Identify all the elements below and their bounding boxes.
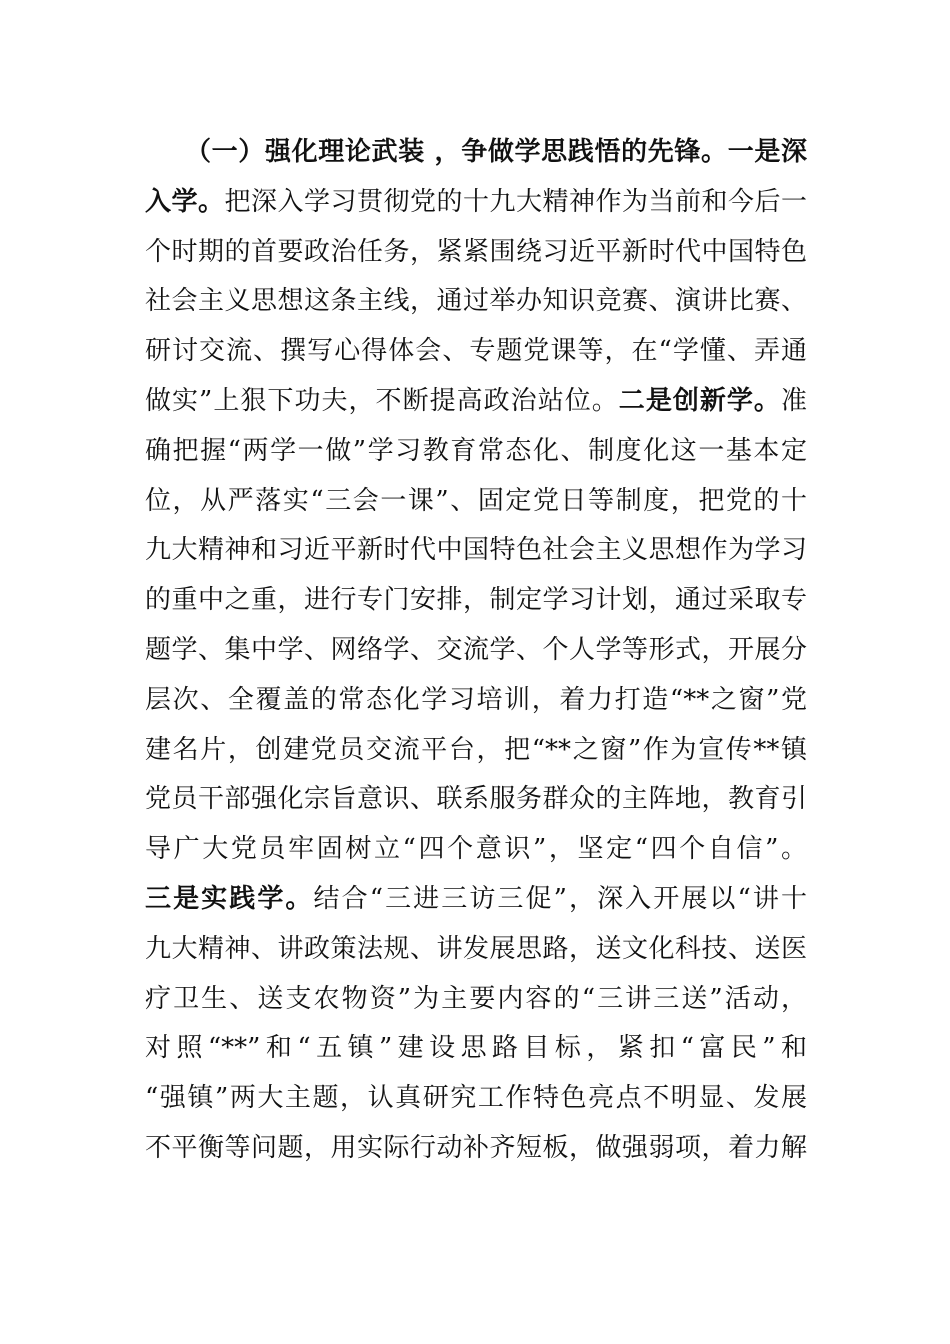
- body-text: 九大精神、讲政策法规、讲发展思路，送文化科技、送医: [145, 933, 807, 964]
- body-text: 党员干部强化宗旨意识、联系服务群众的主阵地，教育引: [145, 784, 807, 815]
- body-text: “强镇”两大主题，认真研究工作特色亮点不明显、发展: [145, 1083, 807, 1114]
- text-line: [145, 277, 807, 327]
- body-text: 确把握“两学一做”学习教育常态化、制度化这一基本定: [145, 435, 807, 466]
- text-line: [145, 1024, 807, 1074]
- text-line: [145, 526, 807, 576]
- document-body: [145, 128, 807, 1174]
- text-line: [145, 626, 807, 676]
- text-line: [145, 1124, 807, 1174]
- text-line: [145, 775, 807, 825]
- text-line: [145, 676, 807, 726]
- body-text: 疗卫生、送支农物资”为主要内容的“三讲三送”活动，: [145, 983, 807, 1014]
- body-text: 对照“**”和“五镇”建设思路目标，紧扣“富民”和: [145, 1033, 807, 1064]
- text-line: [145, 576, 807, 626]
- bold-text: 三是实践学。: [145, 883, 314, 914]
- paragraph: [145, 128, 807, 1174]
- text-line: [145, 477, 807, 527]
- body-text: 层次、全覆盖的常态化学习培训，着力打造“**之窗”党: [145, 684, 807, 715]
- body-text: 研讨交流、撰写心得体会、专题党课等，在“学懂、弄通: [145, 336, 807, 367]
- text-line: [145, 377, 807, 427]
- body-text: 把深入学习贯彻党的十九大精神作为当前和今后一: [224, 186, 807, 217]
- text-line: [145, 178, 807, 228]
- text-line: [145, 327, 807, 377]
- text-line: [145, 925, 807, 975]
- body-text: 题学、集中学、网络学、交流学、个人学等形式，开展分: [145, 634, 807, 665]
- text-line: [145, 228, 807, 278]
- body-text: 建名片，创建党员交流平台，把“**之窗”作为宣传**镇: [145, 734, 807, 765]
- body-text: 做实”上狠下功夫，不断提高政治站位。: [145, 385, 619, 416]
- text-line: [145, 128, 807, 178]
- text-line: [145, 427, 807, 477]
- bold-text: 入学。: [145, 186, 225, 217]
- text-line: [145, 975, 807, 1025]
- bold-text: 二是创新学。: [618, 385, 781, 416]
- body-text: 个时期的首要政治任务，紧紧围绕习近平新时代中国特色: [145, 236, 807, 267]
- body-text: 九大精神和习近平新时代中国特色社会主义思想作为学习: [145, 535, 807, 566]
- text-line: [145, 726, 807, 776]
- body-text: 不平衡等问题，用实际行动补齐短板，做强弱项，着力解: [145, 1132, 807, 1163]
- body-text: 导广大党员牢固树立“四个意识”，坚定“四个自信”。: [145, 834, 807, 865]
- text-line: [145, 875, 807, 925]
- text-line: [145, 825, 807, 875]
- body-text: 社会主义思想这条主线，通过举办知识竞赛、演讲比赛、: [145, 286, 807, 317]
- text-line: [145, 1074, 807, 1124]
- bold-text: （一）强化理论武装 ，争做学思践悟的先锋。一是深: [185, 137, 807, 167]
- body-text: 结合“三进三访三促”，深入开展以“讲十: [313, 883, 807, 914]
- body-text: 位，从严落实“三会一课”、固定党日等制度，把党的十: [145, 485, 807, 516]
- body-text: 的重中之重，进行专门安排，制定学习计划，通过采取专: [145, 585, 807, 616]
- body-text: 准: [780, 385, 807, 416]
